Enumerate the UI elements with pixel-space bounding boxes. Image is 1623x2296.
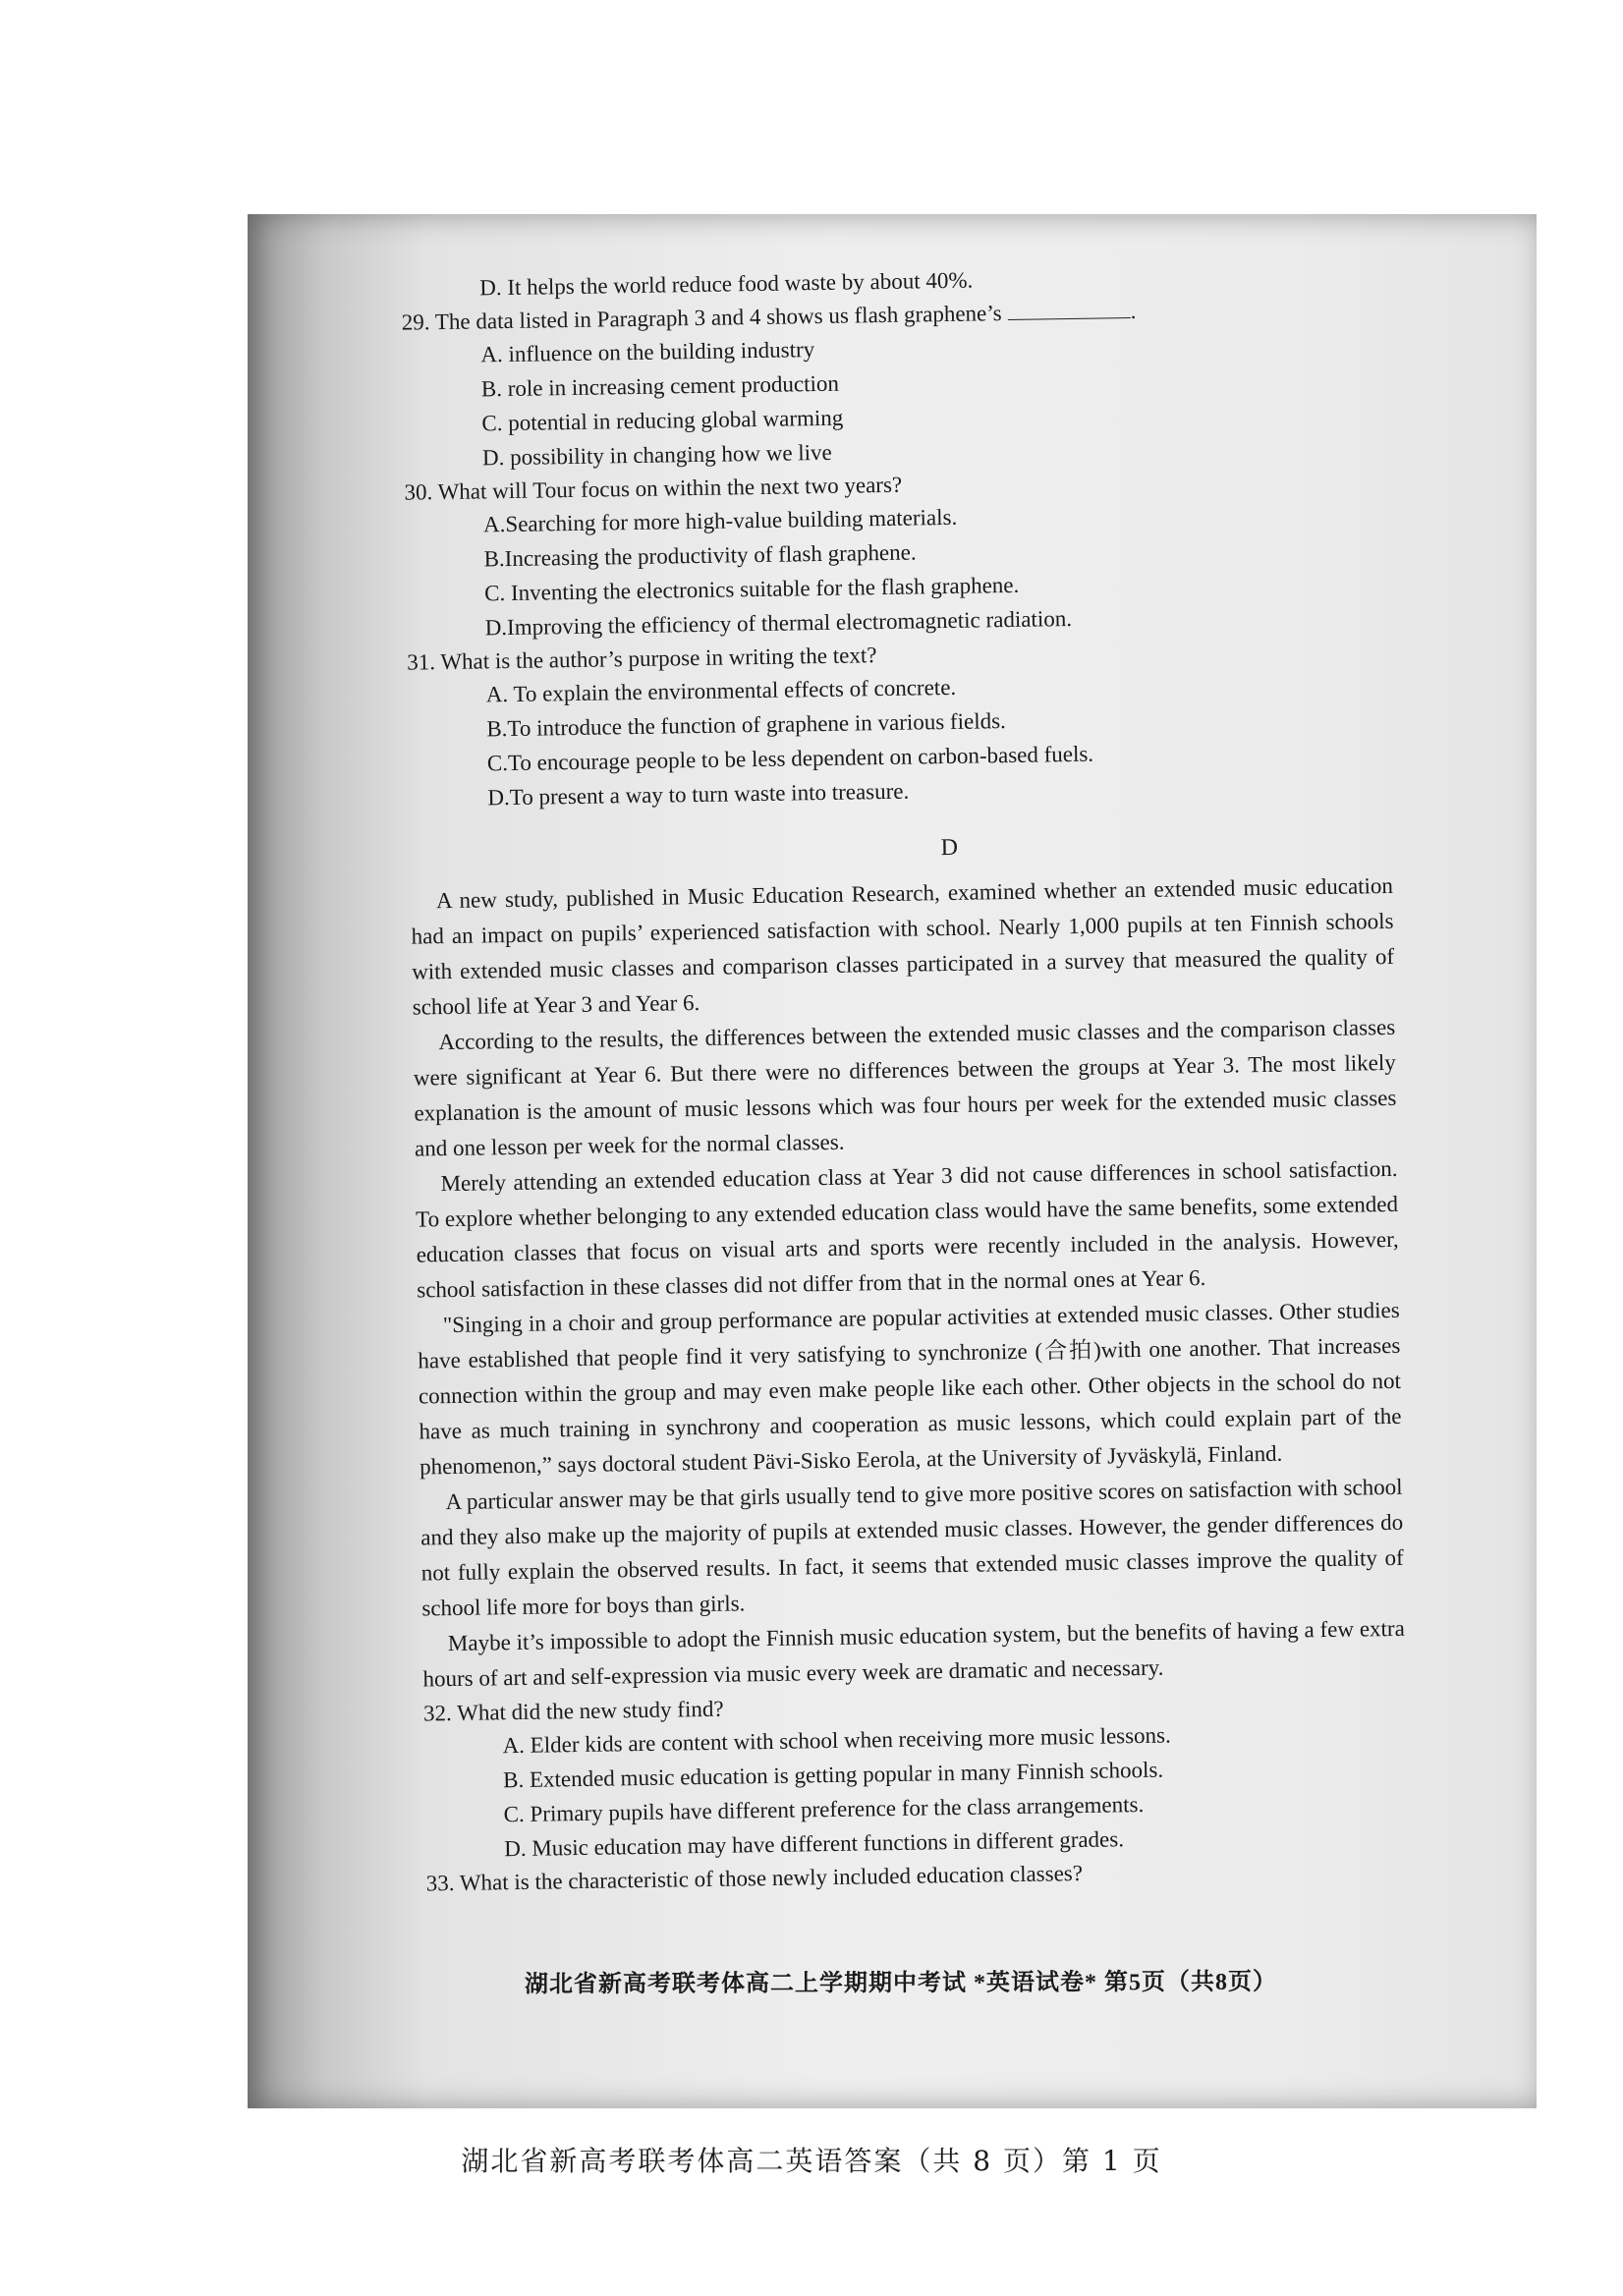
q32-stem: 32. What did the new study find? [422, 1696, 724, 1726]
exam-page-photo [248, 214, 1537, 2108]
q29-stem: 29. The data listed in Paragraph 3 and 4 shows us flash graphene’s [401, 301, 1002, 335]
q32-option-b: B. Extended music education is getting popular in many Finnish schools. [502, 1757, 1164, 1793]
passage-paragraph-4: "Singing in a choir and group performance are popular activities at extended music classes. Other studies have established that people find it very satisfying to synchronize (合拍)with one another. That increases connection within the group and may even make people like each other. Other objects in the school do not have as much training in synchrony and cooperation as music lessons, which could explain part of the phenomenon,” says doctoral student Pävi-Sisko Eerola, at the University of Jyväskylä, Finland. [418, 1297, 1402, 1480]
q28-option-d: D. It helps the world reduce food waste by about 40%. [479, 267, 974, 301]
q31-option-b: B.To introduce the function of graphene in various fields. [486, 708, 1006, 742]
q31-stem: 31. What is the author’s purpose in writing the text? [407, 643, 877, 675]
q31-option-c: C.To encourage people to be less dependent on carbon-based fuels. [486, 741, 1094, 776]
q29-option-d: D. possibility in changing how we live [481, 439, 832, 471]
passage-paragraph-3: Merely attending an extended education class at Year 3 did not cause differences in school satisfaction. To explore whether belonging to any extended education class would have the same benefits, some extended education classes that focus on visual arts and sports were recently included in the analysis. However, school satisfaction in these classes did not differ from that in the normal ones at Year 6. [415, 1155, 1399, 1303]
q33-stem: 33. What is the characteristic of those newly included education classes? [425, 1860, 1084, 1896]
passage-d [411, 868, 1406, 1698]
q32-option-d: D. Music education may have different functions in different grades. [504, 1826, 1125, 1862]
passage-paragraph-5: A particular answer may be that girls usually tend to give more positive scores on satisfaction with school and they also make up the majority of pupils at extended music classes. However, the gender differences do not fully explain the observed results. In fact, it seems that extended music classes improve the quality of school life more for boys than girls. [420, 1474, 1404, 1621]
q29-option-a: A. influence on the building industry [480, 337, 815, 367]
q31-option-d: D.To present a way to turn waste into treasure. [487, 778, 910, 811]
q29-option-b: B. role in increasing cement production [480, 370, 840, 402]
passage-paragraph-2: According to the results, the differences between the extended music classes and the comparison classes were significant at Year 6. But there were no differences between the groups at Year 3. The most likely explanation is the amount of music lessons which was four hours per week for the extended music classes and one lesson per week for the normal classes. [413, 1014, 1397, 1161]
answer-page-footer: 湖北省新高考联考体高二英语答案（共 8 页）第 1 页 [461, 2145, 1162, 2177]
q30-option-d: D.Improving the efficiency of thermal electromagnetic radiation. [484, 606, 1073, 641]
exam-page-footer: 湖北省新高考联考体高二上学期期中考试 *英语试卷* 第5页（共8页） [524, 1969, 1278, 1998]
q31-option-a: A. To explain the environmental effects of concrete. [485, 674, 957, 707]
section-heading-d: D [940, 834, 959, 862]
passage-paragraph-1: A new study, published in Music Education Research, examined whether an extended music education had an impact on pupils’ experienced satisfaction with school. Nearly 1,000 pupils at ten Finnish schools with extended music classes and comparison classes participated in a survey that measured the quality of school life at Year 3 and Year 6. [411, 872, 1395, 1020]
passage-paragraph-6: Maybe it’s impossible to adopt the Finnish music education system, but the benefits of having a few extra hours of art and self-expression via music every week are dramatic and necessary. [422, 1615, 1406, 1692]
q30-option-b: B.Increasing the productivity of flash graphene. [483, 539, 917, 572]
q30-option-c: C. Inventing the electronics suitable for the flash graphene. [483, 572, 1020, 606]
answer-blank [1007, 300, 1130, 320]
q29-option-c: C. potential in reducing global warming [481, 405, 844, 436]
q32-option-a: A. Elder kids are content with school when receiving more music lessons. [502, 1722, 1171, 1759]
q32-option-c: C. Primary pupils have different preference for the class arrangements. [503, 1792, 1145, 1827]
q30-stem: 30. What will Tour focus on within the next two years? [404, 472, 903, 505]
q29-end: . [1130, 298, 1137, 324]
exam-content [401, 255, 1462, 1899]
q30-option-a: A.Searching for more high-value building materials. [482, 504, 958, 537]
